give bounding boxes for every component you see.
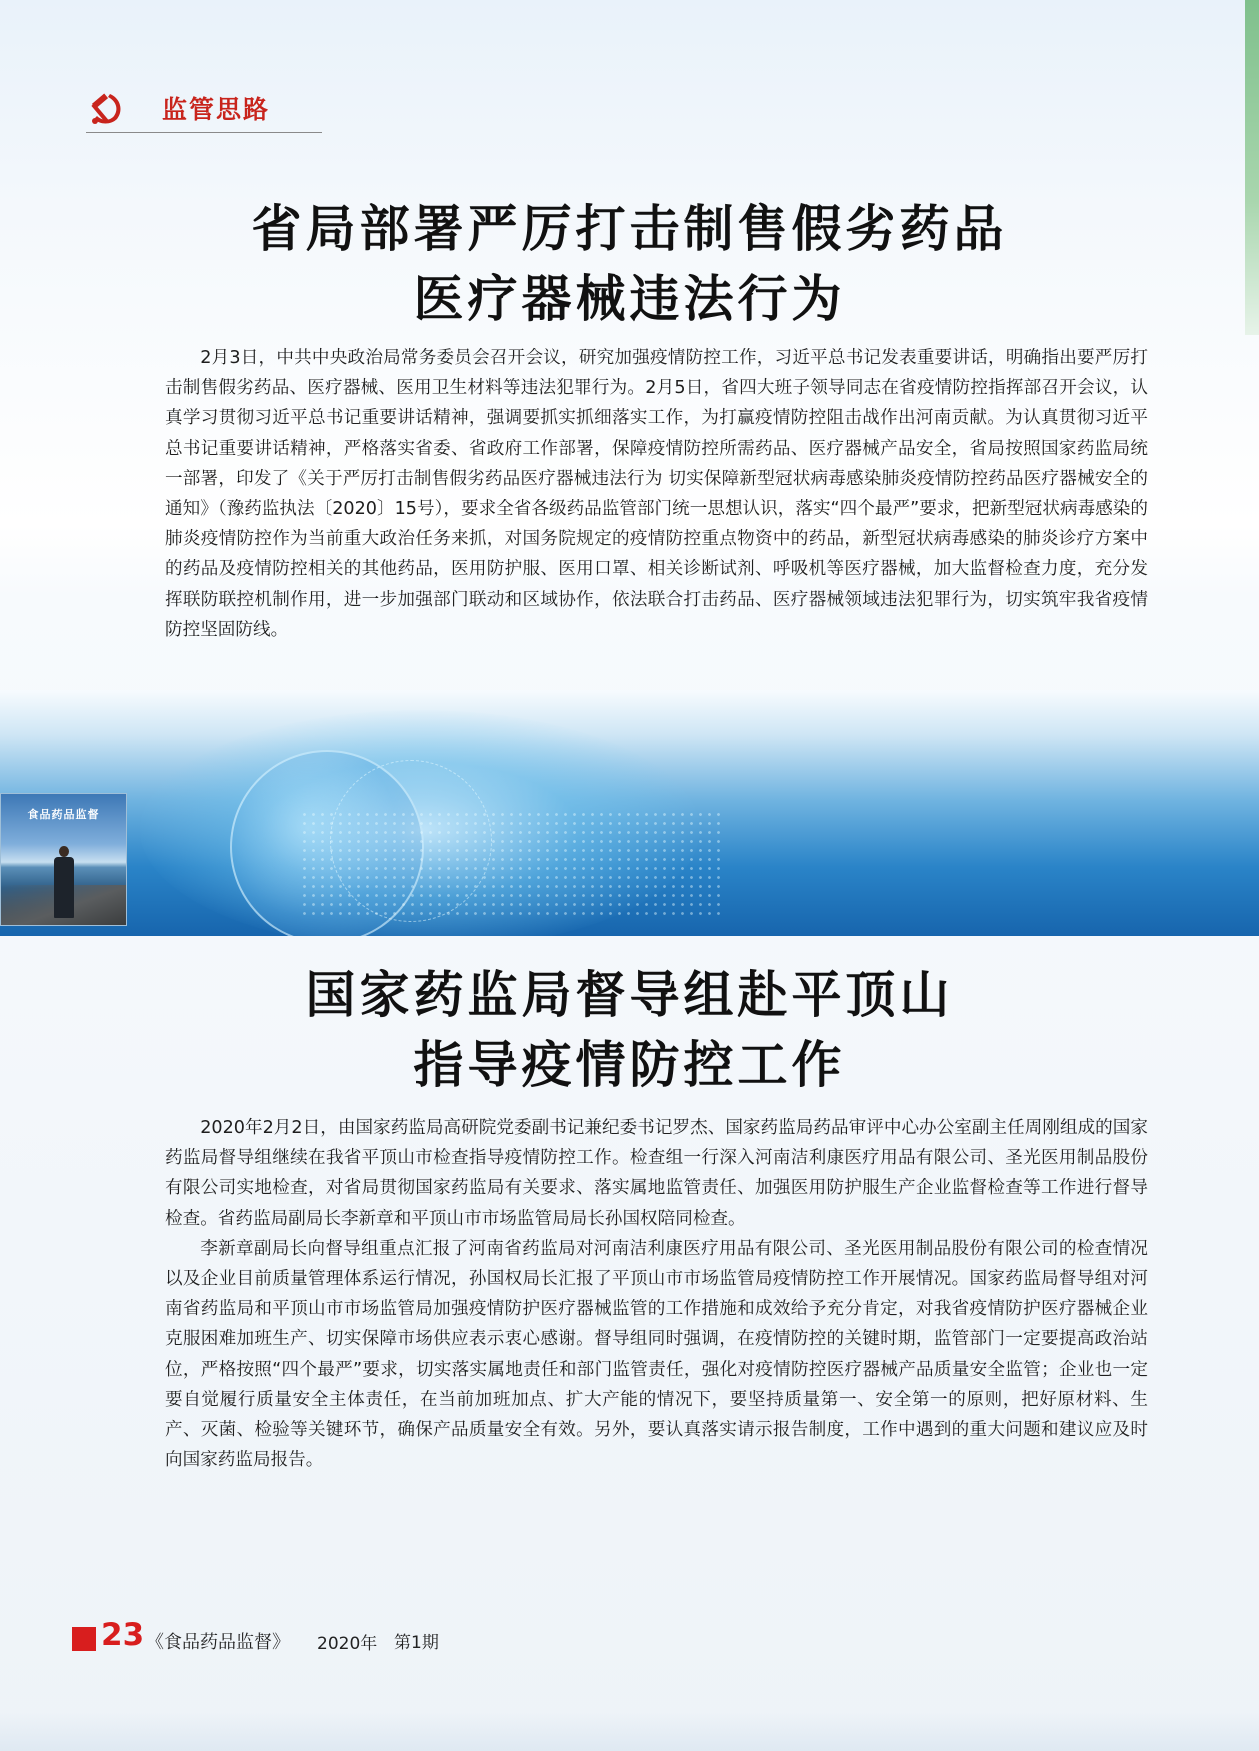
article2-title <box>0 960 1259 1100</box>
page-number: 23 <box>101 1617 145 1653</box>
author-photo <box>0 793 127 926</box>
person-body <box>54 857 74 918</box>
article1-title <box>0 194 1259 334</box>
journal-year: 2020年 <box>317 1634 378 1654</box>
banner-dot-pattern <box>300 810 720 920</box>
journal-issue: 第1期 <box>394 1633 439 1653</box>
article1-body <box>165 343 1148 645</box>
article1-paragraph: 2月3日，中共中央政治局常务委员会召开会议，研究加强疫情防控工作，习近平总书记发表重要讲话，明确指出要严厉打击制售假劣药品、医疗器械、医用卫生材料等违法犯罪行为。2月5日，省四大班子领导同志在省疫情防控指挥部召开会议，认真学习贯彻习近平总书记重要讲话精神，强调要抓实抓细落实工作，为打赢疫情防控阻击战作出河南贡献。为认真贯彻习近平总书记重要讲话精神，严格落实省委、省政府工作部署，保障疫情防控所需药品、医疗器械产品安全，省局按照国家药监局统一部署，印发了《关于严厉打击制售假劣药品医疗器械违法行为 切实保障新型冠状病毒感染肺炎疫情防控药品医疗器械安全的通知》（豫药监执法〔2020〕15号），要求全省各级药品监管部门统一思想认识，落实“四个最严”要求，把新型冠状病毒感染的肺炎疫情防控作为当前重大政治任务来抓，对国务院规定的疫情防控重点物资中的药品，新型冠状病毒感染的肺炎诊疗方案中的药品及疫情防控相关的其他药品，医用防护服、医用口罩、相关诊断试剂、呼吸机等医疗器械，加大监督检查力度，充分发挥联防联控机制作用，进一步加强部门联动和区域协作，依法联合打击药品、医疗器械领域违法犯罪行为，切实筑牢我省疫情防控坚固防线。 <box>165 348 1148 640</box>
person-head <box>59 846 69 857</box>
article2-body <box>165 1113 1148 1475</box>
article2-paragraph-2: 李新章副局长向督导组重点汇报了河南省药监局对河南洁利康医疗用品有限公司、圣光医用制品股份有限公司的检查情况以及企业目前质量管理体系运行情况，孙国权局长汇报了平顶山市市场监管局疫情防控工作开展情况。国家药监局督导组对河南省药监局和平顶山市市场监管局加强疫情防护医疗器械监管的工作措施和成效给予充分肯定，对我省疫情防护医疗器械企业克服困难加班生产、切实保障市场供应表示衷心感谢。督导组同时强调，在疫情防控的关键时期，监管部门一定要提高政治站位，严格按照“四个最严”要求，切实落实属地责任和部门监管责任，强化对疫情防控医疗器械产品质量安全监管；企业也一定要自觉履行质量安全主体责任，在当前加班加点、扩大产能的情况下，要坚持质量第一、安全第一的原则，把好原材料、生产、灭菌、检验等关键环节，确保产品质量安全有效。另外，要认真落实请示报告制度，工作中遇到的重大问题和建议应及时向国家药监局报告。 <box>165 1238 1148 1471</box>
article2-paragraph-1: 2020年2月2日，由国家药监局高研院党委副书记兼纪委书记罗杰、国家药监局药品审评中心办公室副主任周刚组成的国家药监局督导组继续在我省平顶山市检查指导疫情防控工作。检查组一行深入河南洁利康医疗用品有限公司、圣光医用制品股份有限公司实地检查，对省局贯彻国家药监局有关要求、落实属地监管责任、加强医用防护服生产企业监督检查等工作进行督导检查。省药监局副局长李新章和平顶山市市场监管局局长孙国权陪同检查。 <box>165 1118 1148 1229</box>
photo-person <box>54 846 74 918</box>
article2-title-line-1: 国家药监局督导组赴平顶山 <box>305 965 954 1024</box>
article2-title-line-2: 指导疫情防控工作 <box>413 1035 846 1094</box>
photo-caption: 食品药品监督 <box>27 808 100 821</box>
article1-title-line-2: 医疗器械违法行为 <box>413 269 846 328</box>
decorative-banner <box>0 690 1259 936</box>
section-label: 监管思路 <box>162 95 271 124</box>
hammer-sickle-icon <box>86 88 126 128</box>
footer-red-square <box>72 1627 96 1651</box>
bottom-band <box>0 1711 1259 1751</box>
journal-name: 《食品药品监督》 <box>146 1632 290 1653</box>
article1-title-line-1: 省局部署严厉打击制售假劣药品 <box>251 199 1008 258</box>
section-header <box>86 86 322 133</box>
